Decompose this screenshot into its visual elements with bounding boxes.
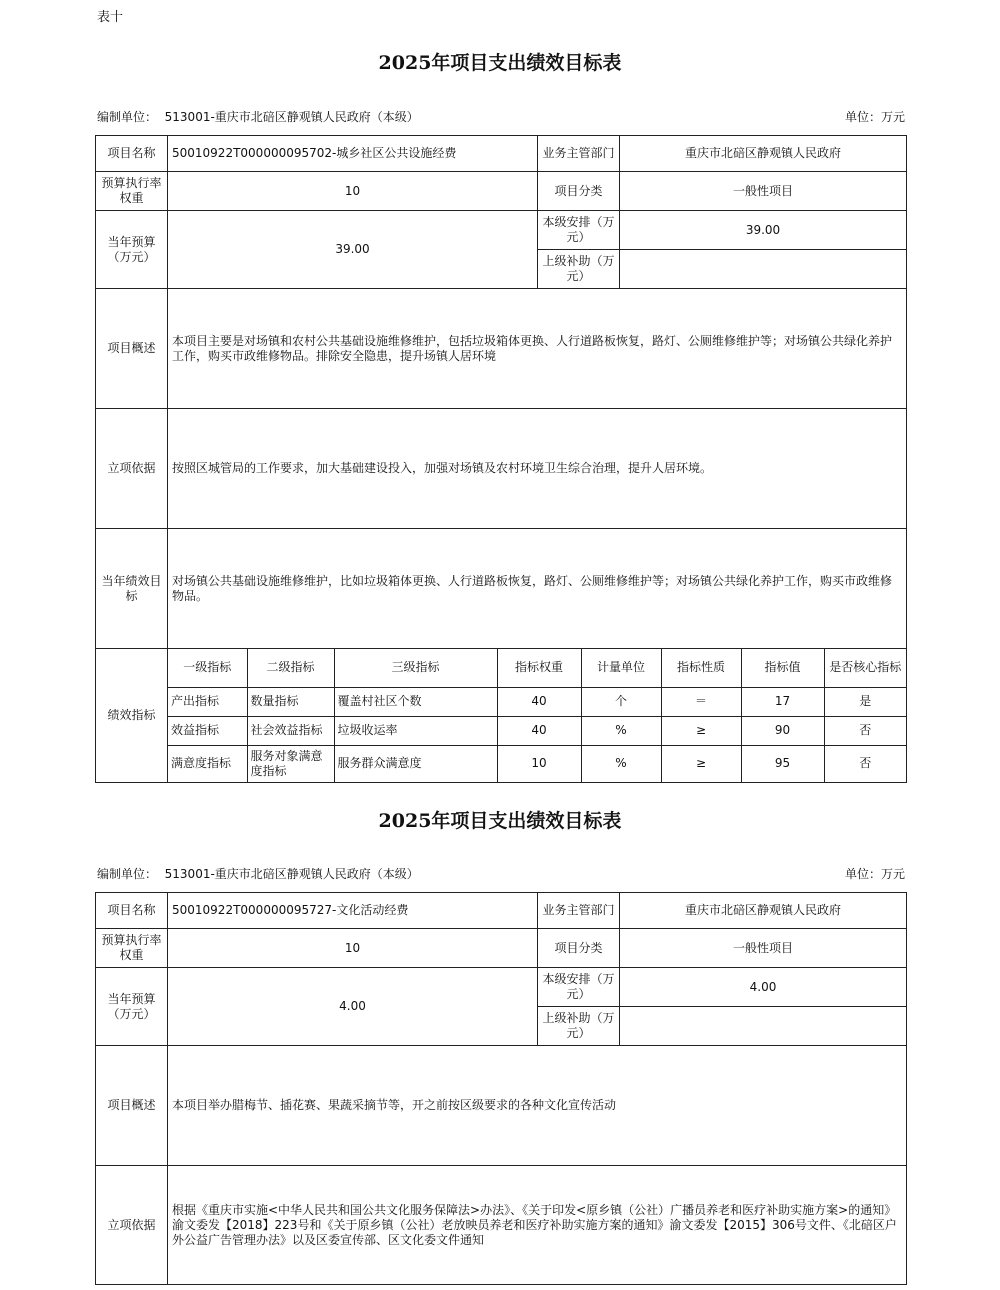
indicator-cell: ＝ — [661, 687, 741, 716]
local-value: 39.00 — [620, 211, 907, 250]
indicator-header: 计量单位 — [581, 649, 661, 687]
overview-value: 本项目举办腊梅节、插花赛、果蔬采摘节等，开之前按区级要求的各种文化宣传活动 — [168, 1046, 907, 1166]
overview-label: 项目概述 — [96, 1046, 168, 1166]
dept-value: 重庆市北碚区静观镇人民政府 — [620, 136, 907, 172]
table-title: 2025年项目支出绩效目标表 — [378, 810, 622, 832]
compiling-unit: 编制单位： 513001-重庆市北碚区静观镇人民政府（本级） — [97, 867, 419, 881]
project-name-value: 50010922T000000095727-文化活动经费 — [168, 893, 538, 929]
weight-value: 10 — [168, 172, 538, 211]
indicator-header: 指标值 — [741, 649, 824, 687]
weight-value: 10 — [168, 929, 538, 968]
category-value: 一般性项目 — [620, 929, 907, 968]
project-name-label: 项目名称 — [96, 893, 168, 929]
goal-value: 对场镇公共基础设施维修维护，比如垃圾箱体更换、人行道路板恢复，路灯、公厕维修维护等；对场镇公共绿化养护工作，购买市政维修物品。 — [168, 529, 907, 649]
indicator-header: 指标性质 — [661, 649, 741, 687]
dept-label: 业务主管部门 — [538, 893, 620, 929]
weight-label: 预算执行率权重 — [96, 172, 168, 211]
superior-label: 上级补助（万元） — [538, 1007, 620, 1046]
weight-label: 预算执行率权重 — [96, 929, 168, 968]
indicator-cell: 否 — [824, 745, 906, 782]
overview-value: 本项目主要是对场镇和农村公共基础设施维修维护，包括垃圾箱体更换、人行道路板恢复，路灯、公厕维修维护等；对场镇公共绿化养护工作，购买市政维修物品。排除安全隐患，提升场镇人居环境 — [168, 289, 907, 409]
indicator-cell: 否 — [824, 716, 906, 745]
currency-unit: 单位：万元 — [844, 110, 905, 124]
indicator-cell: 90 — [741, 716, 824, 745]
indicator-cell: 垃圾收运率 — [334, 716, 497, 745]
indicator-row — [168, 716, 906, 745]
overview-label: 项目概述 — [96, 289, 168, 409]
indicator-row — [168, 745, 906, 782]
indicator-cell: 数量指标 — [247, 687, 334, 716]
basis-value: 根据《重庆市实施<中华人民共和国公共文化服务保障法>办法》、《关于印发<原乡镇（公社）广播员养老和医疗补助实施方案>的通知》渝文委发【2018】223号和《关于原乡镇（公社）老放映员养老和医疗补助实施方案的通知》渝文委发【2015】306号文件、《北碚区户外公益广告管理办法》以及区委宣传部、区文化委文件通知 — [168, 1166, 907, 1285]
dept-label: 业务主管部门 — [538, 136, 620, 172]
table-title: 2025年项目支出绩效目标表 — [378, 52, 622, 74]
category-label: 项目分类 — [538, 929, 620, 968]
basis-label: 立项依据 — [96, 409, 168, 529]
project-name-label: 项目名称 — [96, 136, 168, 172]
indicator-header: 一级指标 — [168, 649, 247, 687]
currency-unit: 单位：万元 — [844, 867, 905, 881]
budget-value: 39.00 — [168, 211, 538, 289]
local-label: 本级安排（万元） — [538, 211, 620, 250]
indicator-cell: % — [581, 716, 661, 745]
performance-table — [95, 892, 907, 1285]
goal-label: 当年绩效目标 — [96, 529, 168, 649]
superior-value — [620, 250, 907, 289]
indicator-header: 三级指标 — [334, 649, 497, 687]
indicator-cell: % — [581, 745, 661, 782]
local-value: 4.00 — [620, 968, 907, 1007]
indicator-cell: 社会效益指标 — [247, 716, 334, 745]
indicator-cell: 覆盖村社区个数 — [334, 687, 497, 716]
superior-label: 上级补助（万元） — [538, 250, 620, 289]
indicator-cell: ≥ — [661, 745, 741, 782]
budget-value: 4.00 — [168, 968, 538, 1046]
category-value: 一般性项目 — [620, 172, 907, 211]
indicator-cell: 产出指标 — [168, 687, 247, 716]
budget-label: 当年预算（万元） — [96, 211, 168, 289]
indicator-cell: 40 — [497, 687, 581, 716]
indicator-cell: 是 — [824, 687, 906, 716]
indicator-header: 指标权重 — [497, 649, 581, 687]
budget-label: 当年预算（万元） — [96, 968, 168, 1046]
indicator-header: 二级指标 — [247, 649, 334, 687]
indicator-cell: 服务对象满意度指标 — [247, 745, 334, 782]
basis-value: 按照区城管局的工作要求，加大基础建设投入，加强对场镇及农村环境卫生综合治理，提升人居环境。 — [168, 409, 907, 529]
local-label: 本级安排（万元） — [538, 968, 620, 1007]
page-label: 表十 — [97, 10, 124, 25]
indicator-cell: 95 — [741, 745, 824, 782]
indicator-cell: 10 — [497, 745, 581, 782]
category-label: 项目分类 — [538, 172, 620, 211]
basis-label: 立项依据 — [96, 1166, 168, 1285]
indicator-cell: 效益指标 — [168, 716, 247, 745]
indicator-header: 是否核心指标 — [824, 649, 906, 687]
indicator-cell: 17 — [741, 687, 824, 716]
dept-value: 重庆市北碚区静观镇人民政府 — [620, 893, 907, 929]
indicators-label: 绩效指标 — [96, 649, 168, 783]
indicators-cell — [168, 649, 907, 783]
indicator-cell: 满意度指标 — [168, 745, 247, 782]
indicator-cell: ≥ — [661, 716, 741, 745]
indicator-cell: 个 — [581, 687, 661, 716]
superior-value — [620, 1007, 907, 1046]
indicator-cell: 服务群众满意度 — [334, 745, 497, 782]
compiling-unit: 编制单位： 513001-重庆市北碚区静观镇人民政府（本级） — [97, 110, 419, 124]
indicator-cell: 40 — [497, 716, 581, 745]
performance-table — [95, 135, 907, 783]
indicators-table — [168, 649, 906, 782]
indicator-row — [168, 687, 906, 716]
project-name-value: 50010922T000000095702-城乡社区公共设施经费 — [168, 136, 538, 172]
